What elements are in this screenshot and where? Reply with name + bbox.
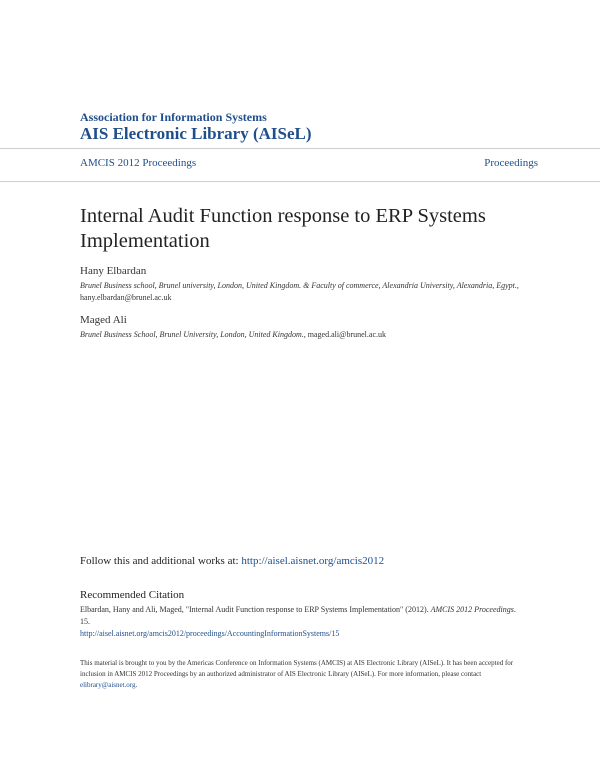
author-name: Maged Ali bbox=[80, 314, 127, 326]
author-name: Hany Elbardan bbox=[80, 265, 147, 277]
author-email[interactable]: maged.ali@brunel.ac.uk bbox=[307, 330, 386, 339]
proceedings-collection-link[interactable]: AMCIS 2012 Proceedings bbox=[80, 157, 197, 169]
citation-heading: Recommended Citation bbox=[80, 589, 185, 601]
paper-title: Internal Audit Function response to ERP Systems Implementation bbox=[80, 205, 486, 252]
footer-text: This material is brought to you by the Americas Conference on Information Systems (AMCIS) at AIS Electronic Library (AISeL). It has been accepted for inclusion in AMCIS 2012 Proceedings by an authorized administrator of AIS Electronic Library (AISeL). For more information, please contact bbox=[80, 659, 514, 678]
follow-text: Follow this and additional works at: bbox=[80, 555, 239, 567]
author-block-2 bbox=[80, 313, 540, 341]
author-affiliation bbox=[80, 280, 540, 304]
citation-url[interactable]: http://aisel.aisnet.org/amcis2012/proceedings/AccountingInformationSystems/15 bbox=[80, 629, 340, 638]
follow-link[interactable]: http://aisel.aisnet.org/amcis2012 bbox=[241, 555, 385, 567]
follow-line bbox=[80, 555, 540, 567]
affiliation-text: Brunel Business School, Brunel University, London, United Kingdom., bbox=[80, 330, 306, 339]
proceedings-link[interactable]: Proceedings bbox=[484, 157, 538, 169]
org-name[interactable]: Association for Information Systems bbox=[80, 110, 267, 124]
footer-end: . bbox=[135, 681, 138, 689]
author-block-1 bbox=[80, 264, 540, 304]
citation-body bbox=[80, 604, 520, 640]
footer-notice bbox=[80, 658, 520, 691]
library-name[interactable]: AIS Electronic Library (AISeL) bbox=[80, 124, 312, 143]
recommended-citation bbox=[80, 588, 520, 640]
author-affiliation bbox=[80, 329, 540, 341]
citation-number: . 15. bbox=[80, 605, 516, 626]
top-divider bbox=[0, 148, 600, 149]
citation-text: Elbardan, Hany and Ali, Maged, "Internal Audit Function response to ERP Systems Implementation" (2012). bbox=[80, 605, 429, 614]
citation-venue: AMCIS 2012 Proceedings bbox=[430, 605, 514, 614]
author-email[interactable]: hany.elbardan@brunel.ac.uk bbox=[80, 293, 172, 302]
site-header bbox=[80, 110, 540, 144]
breadcrumb-nav bbox=[80, 157, 540, 173]
affiliation-text: Brunel Business school, Brunel university, London, United Kingdom. & Faculty of commerce, Alexandria University, Alexandria, Egypt., bbox=[80, 281, 519, 290]
bottom-divider bbox=[0, 181, 600, 182]
contact-email-link[interactable]: elibrary@aisnet.org bbox=[80, 681, 136, 689]
